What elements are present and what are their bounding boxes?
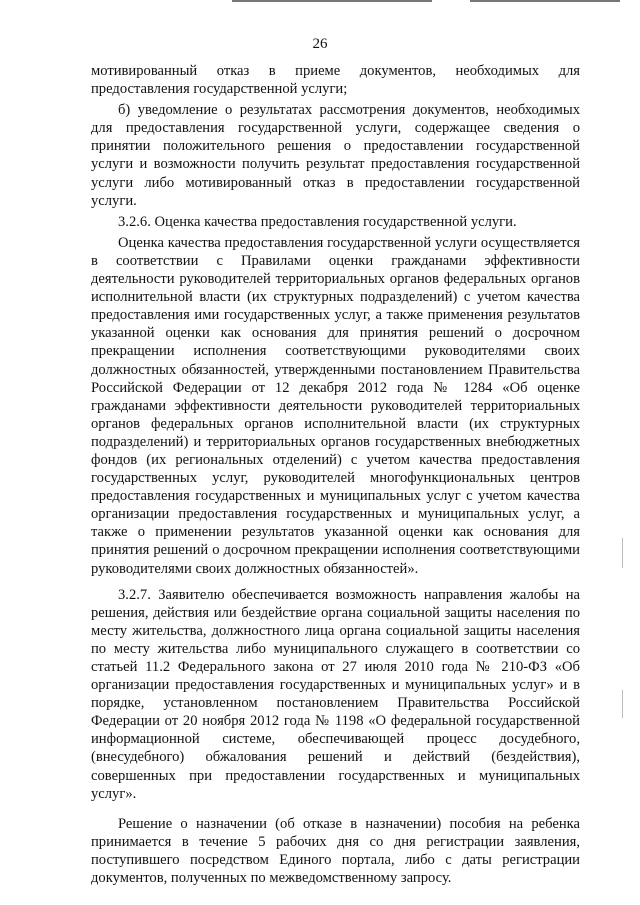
paragraph-decision-term: Решение о назначении (об отказе в назначении) пособия на ребенка принимается в течение 5 рабочих дня со дня регистрации заявления, поступившего посредством Единого портала, либо с даты регистрации документов, полученных по межведомственному запросу. [91, 815, 580, 887]
scan-margin-mark [622, 690, 623, 718]
paragraph-refusal-continuation: мотивированный отказ в приеме документов, необходимых для предоставления государственной услуги; [91, 63, 580, 98]
paragraph-quality-assessment: Оценка качества предоставления государственной услуги осуществляется в соответствии с Правилами оценки гражданами эффективности деятельности руководителей территориальных органов федеральных органов исполнительной власти (их структурных подразделений) с учетом качества предоставления ими государственных услуг, а также применения результатов указанной оценки как основания для принятия решений о досрочном прекращении исполнения соответствующими руководителями своих должностных обязанностей, утвержденными постановлением Правительства Российской Федерации от 12 декабря 2012 года № 1284 «Об оценке гражданами эффективности деятельности руководителей территориальных органов федеральных органов исполнительной власти (их структурных подразделений) и территориальных органов государственных внебюджетных фондов (их региональных отделений) с учетом качества предоставления государственных услуг, руководителей многофункциональных центров предоставления государственных и муниципальных услуг с учетом качества организации предоставления государственных и муниципальных услуг, а также о применении результатов указанной оценки как основания для принятия решений о досрочном прекращении исполнения соответствующими руководителями своих должностных обязанностей». [91, 234, 580, 577]
scan-top-edge [470, 0, 620, 2]
page-number: 26 [312, 36, 328, 52]
scan-top-edge [232, 0, 432, 2]
paragraph-3-2-7-complaint: 3.2.7. Заявителю обеспечивается возможность направления жалобы на решения, действия или бездействие органа социальной защиты населения по месту жительства, должностного лица органа социальной защиты населения по месту жительства либо муниципального служащего в соответствии со статьей 11.2 Федерального закона от 27 июля 2010 года № 210-ФЗ «Об организации предоставления государственных и муниципальных услуг» и в порядке, установленном постановлением Правительства Российской Федерации от 20 ноября 2012 года № 1198 «О федеральной государственной информационной системе, обеспечивающей процесс досудебного, (внесудебного) обжалования решений и действий (бездействия), совершенных при предоставлении государственных и муниципальных услуг». [91, 586, 580, 802]
section-heading-3-2-6: 3.2.6. Оценка качества предоставления государственной услуги. [118, 213, 517, 230]
paragraph-item-b: б) уведомление о результатах рассмотрения документов, необходимых для предоставления государственной услуги, содержащее сведения о принятии положительного решения о предоставлении государственной услуги и возможности получить результат предоставления государственной услуги либо мотивированный отказ в предоставлении государственной услуги. [91, 102, 580, 209]
document-body [91, 62, 580, 887]
scan-margin-mark [622, 538, 623, 568]
